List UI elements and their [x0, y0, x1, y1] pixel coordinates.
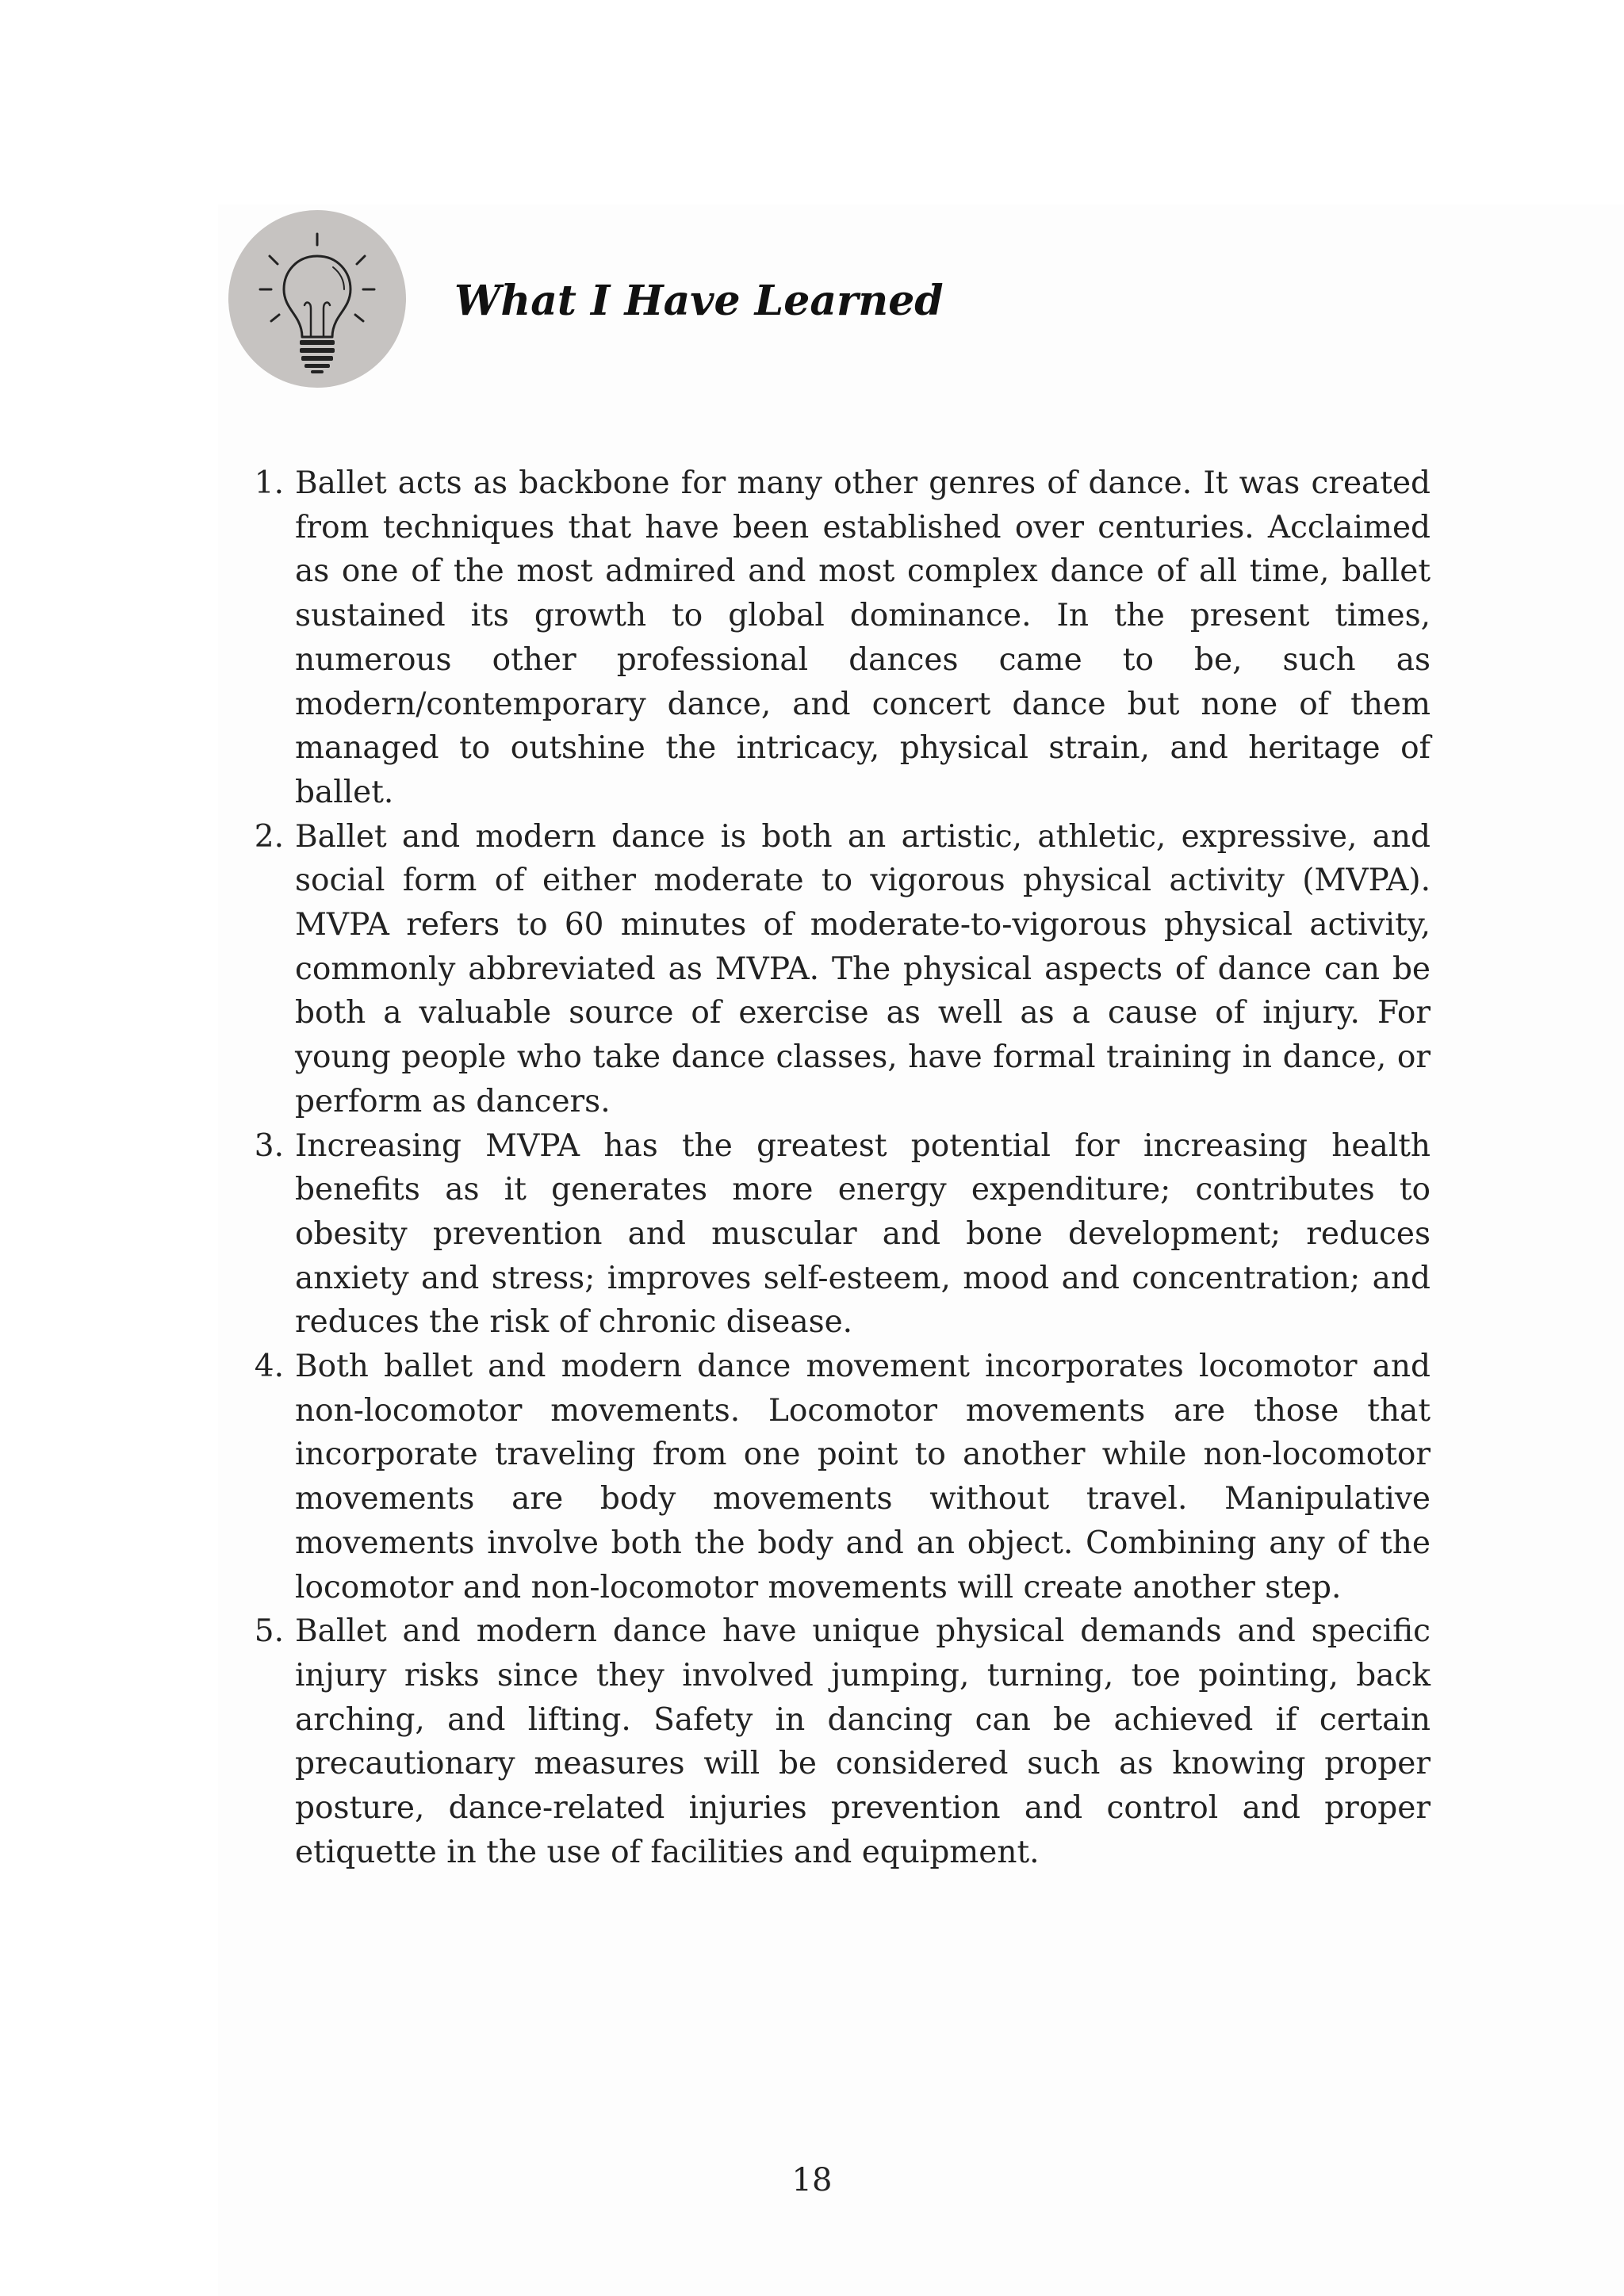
list-item	[254, 815, 1431, 1124]
item-number: 4.	[254, 1349, 284, 1385]
item-text: Ballet acts as backbone for many other genres of dance. It was created from techniques that have been established over centuries. Acclaimed as one of the most admired and most complex dance of all time, ballet sustained its growth to global dominance. In the present times, numerous other professional dances came to be, such as modern/contemporary dance, and concert dance but none of them managed to outshine the intricacy, physical strain, and heritage of ballet.	[295, 465, 1431, 810]
item-number: 5.	[254, 1613, 284, 1650]
lightbulb-icon	[228, 210, 406, 388]
item-number: 3.	[254, 1127, 284, 1164]
item-text: Increasing MVPA has the greatest potential for increasing health benefits as it generates more energy expenditure; contributes to obesity prevention and muscular and bone development; reduces anxiety and stress; improves self-esteem, mood and concentration; and reduces the risk of chronic disease.	[295, 1127, 1431, 1341]
list-item	[254, 461, 1431, 815]
list-item	[254, 1345, 1431, 1609]
item-text: Ballet and modern dance is both an artistic, athletic, expressive, and social form of either moderate to vigorous physical activity (MVPA). MVPA refers to 60 minutes of moderate-to-vigorous physical activity, commonly abbreviated as MVPA. The physical aspects of dance can be both a valuable source of exercise as well as a cause of injury. For young people who take dance classes, have formal training in dance, or perform as dancers.	[295, 818, 1431, 1119]
list-item	[254, 1124, 1431, 1345]
section-title: What I Have Learned	[454, 277, 944, 325]
item-number: 2.	[254, 818, 284, 855]
item-text: Both ballet and modern dance movement incorporates locomotor and non-locomotor movements. Locomotor movements are those that incorporate traveling from one point to another while non-locomotor movements are body movements without travel. Manipulative movements involve both the body and an object. Combining any of the locomotor and non-locomotor movements will create another step.	[295, 1349, 1431, 1605]
item-text: Ballet and modern dance have unique physical demands and specific injury risks since they involved jumping, turning, toe pointing, back arching, and lifting. Safety in dancing can be achieved if certain precautionary measures will be considered such as knowing proper posture, dance-related injuries prevention and control and proper etiquette in the use of facilities and equipment.	[295, 1613, 1431, 1870]
page-number: 18	[791, 2162, 833, 2198]
learned-list	[254, 461, 1431, 1875]
item-number: 1.	[254, 465, 284, 501]
list-item	[254, 1609, 1431, 1874]
